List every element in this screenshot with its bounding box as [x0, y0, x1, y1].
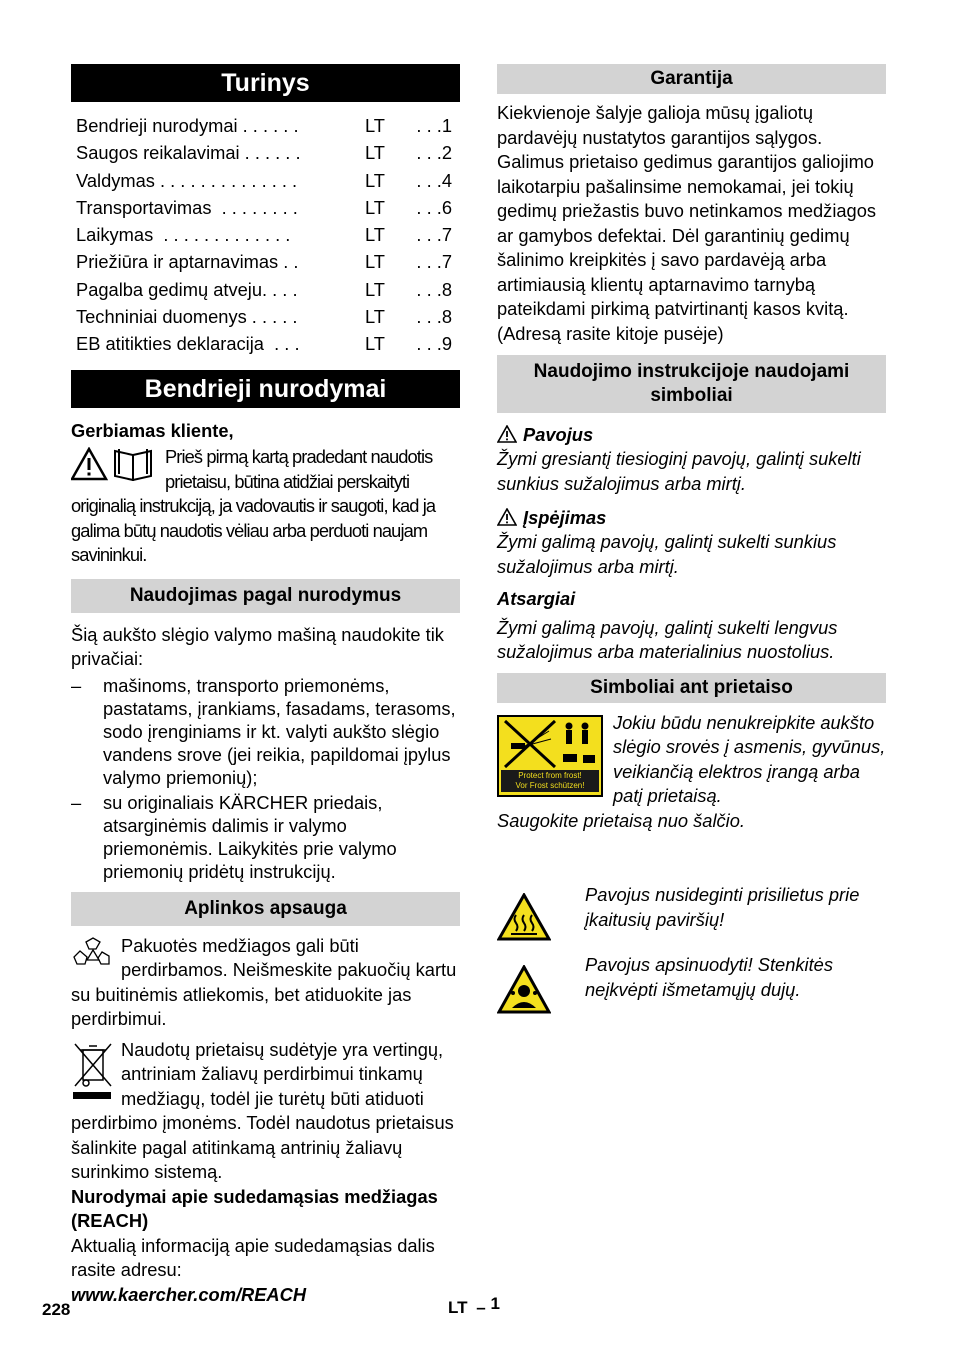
toc-item-page: . . .7 — [416, 224, 452, 246]
toc-item-label: Pagalba gedimų atveju. . . . — [76, 278, 298, 300]
toc-item-label: EB atitikties deklaracija . . . — [76, 333, 300, 355]
toc-item-label: Techniniai duomenys . . . . . — [76, 306, 298, 328]
toc-item-label: Saugos reikalavimai . . . . . . — [76, 142, 301, 164]
toc-item-label: Priežiūra ir aptarnavimas . . — [76, 251, 299, 273]
toc-item-page: . . .8 — [416, 306, 452, 328]
toc-item-lang: LT — [365, 278, 385, 300]
intended-use-list — [71, 674, 460, 883]
danger-text: Žymi gresiantį tiesioginį pavojų, galintį sukelti sunkius sužalojimus arba mirtį. — [497, 448, 861, 494]
danger-heading: Pavojus — [497, 423, 886, 447]
toc-item-lang: LT — [365, 115, 385, 136]
reach-title: Nurodymai apie sudedamąsias medžiagas (REACH) — [71, 1185, 438, 1232]
toc-item-page: . . .2 — [416, 142, 452, 164]
toc-item[interactable] — [76, 167, 460, 194]
environment-title: Aplinkos apsauga — [71, 892, 460, 926]
toc-item-page: . . .4 — [416, 169, 452, 191]
toc-item-page: . . .7 — [416, 251, 452, 273]
toc-item-label: Valdymas . . . . . . . . . . . . . . — [76, 169, 298, 191]
symbols-title: Naudojimo instrukcijoje naudojami simboliai — [497, 355, 886, 413]
frost-text: Saugokite prietaisą nuo šalčio. — [497, 809, 745, 831]
warning-manual-icon — [71, 447, 159, 481]
toc-item[interactable] — [76, 303, 460, 330]
toc-item[interactable] — [76, 330, 460, 357]
toc-item-label: Laikymas . . . . . . . . . . . . . — [76, 224, 291, 246]
jet-warning-block — [497, 711, 886, 809]
fumes-block — [497, 953, 886, 1013]
toc-item-lang: LT — [365, 333, 385, 355]
greeting: Gerbiamas kliente, — [71, 419, 234, 441]
no-jet-icon — [499, 717, 601, 773]
right-column — [497, 64, 886, 1013]
toc-item[interactable] — [76, 139, 460, 166]
toc-item-page: . . .6 — [416, 196, 452, 218]
footer-language: LT – 1 — [448, 1294, 500, 1317]
warning-heading: Įspėjimas — [497, 506, 886, 530]
toc-item-lang: LT — [365, 251, 385, 273]
toc-item[interactable] — [76, 221, 460, 248]
warning-triangle-icon — [497, 508, 517, 526]
recycle-icon — [71, 936, 115, 980]
page-number: 228 — [42, 1300, 71, 1319]
old-devices-block — [71, 1038, 460, 1185]
frost-label-line: Protect from frost! — [518, 770, 582, 780]
toxic-fumes-icon — [497, 965, 551, 1015]
caution-text: Žymi galimą pavojų, galintį sukelti lengvus sužalojimus arba materialinius nuostolius. — [497, 616, 838, 662]
old-devices-text: Naudotų prietaisų sudėtyje yra vertingų, antriniam žaliavų perdirbimui tinkamų medžiagų, todėl jie turėtų būti atiduoti perdirbimo įmonėms. Todėl naudotus prietaisus šalinkite pagal atitinkamą antrinių žaliavų surinkimo sistemą. — [71, 1038, 454, 1183]
frost-label — [501, 770, 599, 792]
list-item: – mašinoms, transporto priemonėms, pastatams, įrankiams, fasadams, terasoms, sodo įrenginiams ir kt. valyti aukšto slėgio vandens srove (jei reikia, papildomai įpylus valymo priemonių); — [71, 674, 456, 788]
toc-item-page: . . .9 — [416, 333, 452, 355]
device-symbols-title: Simboliai ant prietaiso — [497, 673, 886, 703]
burn-block — [497, 883, 886, 943]
toc-title: Turinys — [71, 64, 460, 102]
jet-text: Jokiu būdu nenukreipkite aukšto slėgio srovės į asmenis, gyvūnus, veikiančią elektros įrangą arba patį prietaisą. — [613, 711, 886, 806]
crossed-bin-icon — [71, 1040, 115, 1102]
warning-text: Žymi galimą pavojų, galintį sukelti sunkius sužalojimus arba mirtį. — [497, 531, 837, 577]
toc-item[interactable] — [76, 248, 460, 275]
intro-text: Prieš pirmą kartą pradedant naudotis prietaisu, būtina atidžiai perskaityti originalią instrukciją, ja vadovautis ir saugoti, kad ja galima būtų naudotis vėliau arba perduoti naujam savininkui. — [71, 446, 436, 566]
warranty-title: Garantija — [497, 64, 886, 94]
warranty-text: Kiekvienoje šalyje galioja mūsų įgaliotų pardavėjų nustatytos garantijos sąlygos. Galimus prietaiso gedimus garantijos galiojimo laikotarpiu pašalinsime nemokamai, jei tokių gedimų priežastis buvo netinkamos medžiagos ar gamybos defektai. Dėl garantinių gedimų šalinimo kreipkitės į savo pardavėją arba artimiausią klientų aptarnavimo tarnybą pateikdami pirkimą patvirtinantį kasos kvitą. — [497, 102, 877, 319]
toc-item[interactable] — [76, 194, 460, 221]
toc-item-lang: LT — [365, 169, 385, 191]
intro-block — [71, 445, 460, 568]
toc-item-page: . . .8 — [416, 278, 452, 300]
warranty-address: (Adresą rasite kitoje pusėje) — [497, 322, 724, 344]
toc-item-lang: LT — [365, 142, 385, 164]
reach-text: Aktualią informaciją apie sudedamąsias dalis rasite adresu: — [71, 1234, 435, 1281]
intended-use-intro: Šią aukšto slėgio valymo mašiną naudokite tik privačiai: — [71, 623, 444, 670]
toc-item-label: Transportavimas . . . . . . . . — [76, 196, 298, 218]
table-of-contents — [76, 112, 460, 358]
toc-item-lang: LT — [365, 224, 385, 246]
reach-url[interactable]: www.kaercher.com/REACH — [71, 1283, 307, 1305]
toc-item[interactable] — [76, 276, 460, 303]
toc-item-label: Bendrieji nurodymai . . . . . . — [76, 115, 299, 136]
intended-use-title: Naudojimas pagal nurodymus — [71, 579, 460, 613]
frost-label-line: Vor Frost schützen! — [515, 780, 585, 790]
toc-item-page: . . .1 — [416, 115, 452, 136]
burn-text: Pavojus nusideginti prisilietus prie įkaitusių paviršių! — [585, 884, 860, 930]
general-title: Bendrieji nurodymai — [71, 370, 460, 408]
fumes-text: Pavojus apsinuodyti! Stenkitės neįkvėpti išmetamųjų dujų. — [585, 954, 833, 1000]
jet-frost-label-icon — [497, 715, 603, 797]
list-item: – su originaliais KÄRCHER priedais, atsarginėmis dalimis ir valymo priemonėmis. Laikykitės prie valymo priemonių pridėtų instrukcijų. — [71, 791, 397, 882]
left-column — [71, 64, 460, 1307]
caution-heading: Atsargiai — [497, 588, 576, 609]
packaging-block — [71, 934, 460, 1032]
hot-surface-icon — [497, 893, 551, 941]
packaging-text: Pakuotės medžiagos gali būti perdirbamos. Neišmeskite pakuočių kartu su buitinėmis atliekomis, bet atiduokite jas perdirbimui. — [71, 934, 457, 1030]
toc-item[interactable] — [76, 112, 460, 139]
toc-item-lang: LT — [365, 196, 385, 218]
toc-item-lang: LT — [365, 306, 385, 328]
warning-triangle-icon — [497, 425, 517, 443]
